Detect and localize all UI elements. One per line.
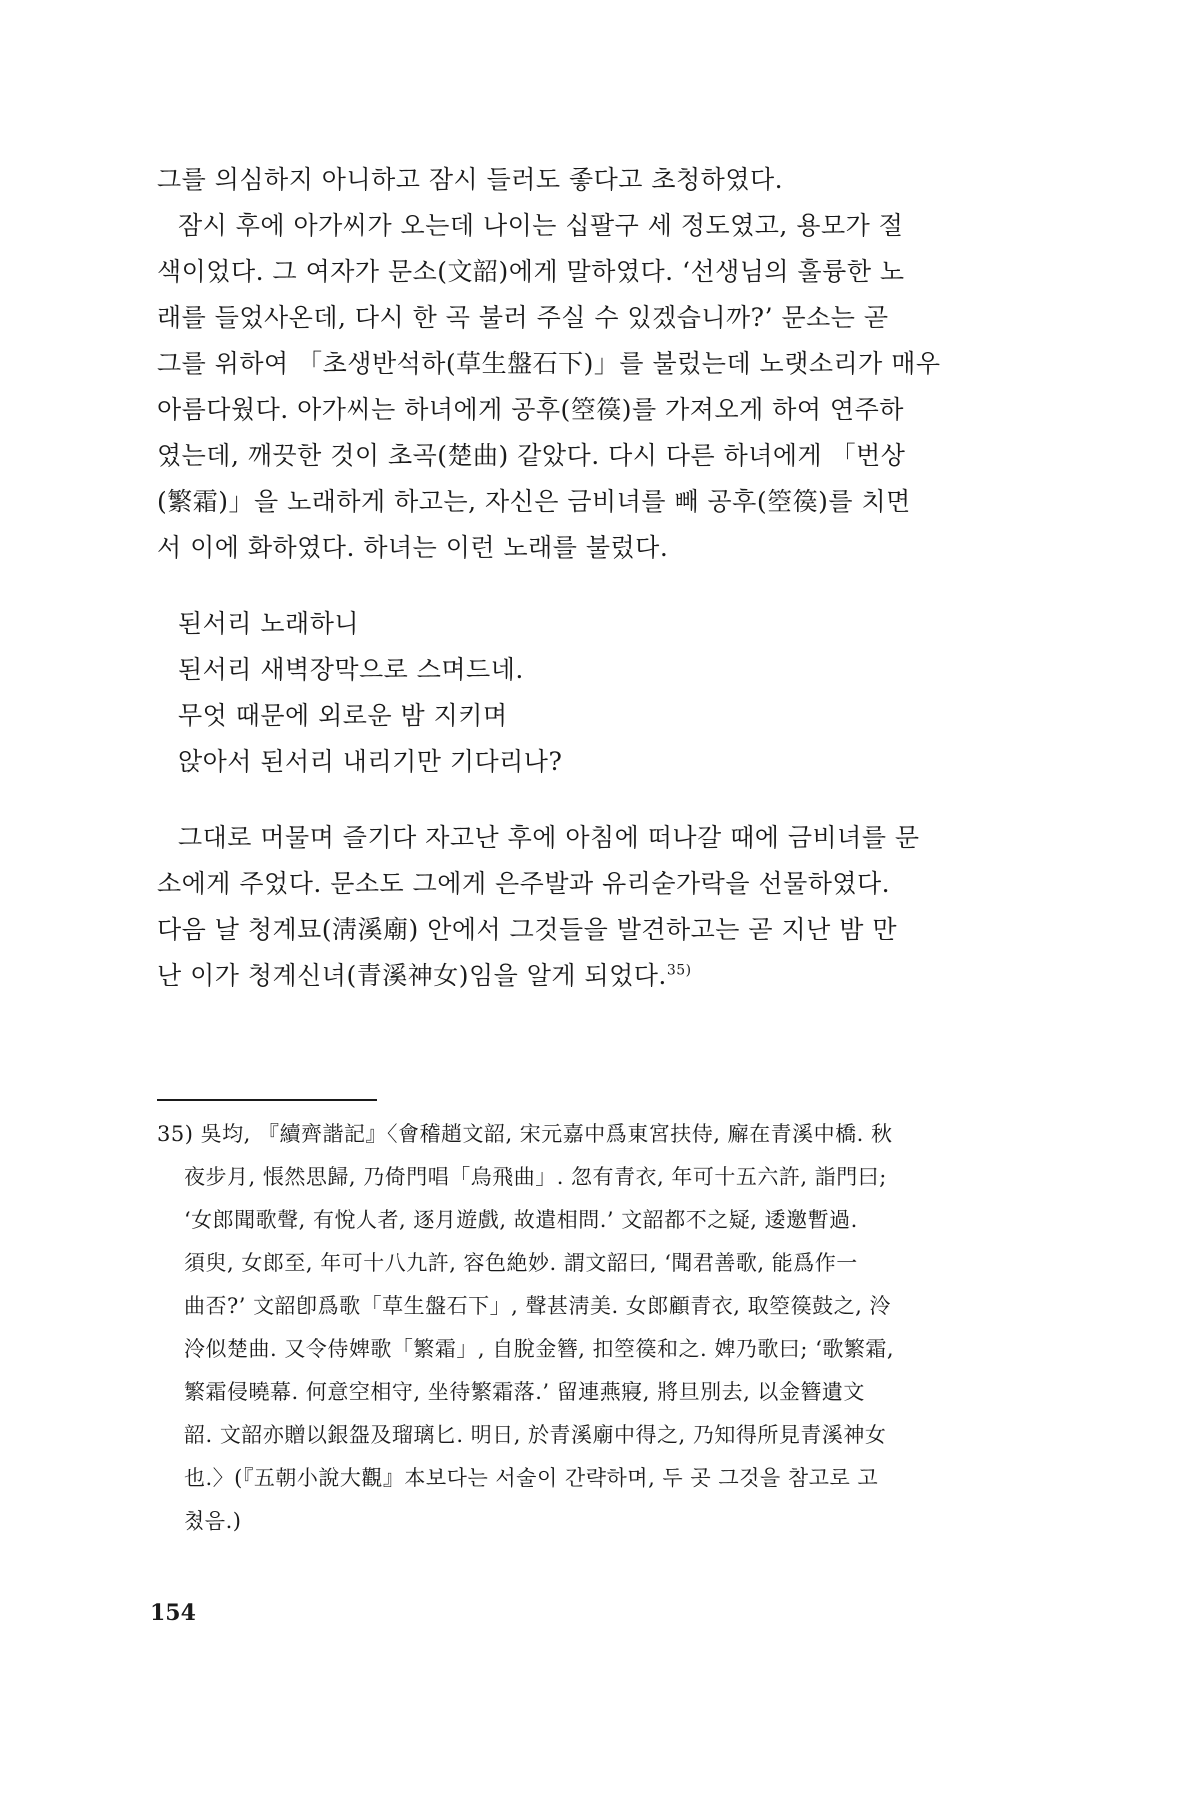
footnote-line: 曲否?’ 文韶卽爲歌「草生盤石下」, 聲甚淸美. 女郎顧青衣, 取箜篌鼓之, 泠 xyxy=(184,1294,892,1318)
body-line: 아름다웠다. 아가씨는 하녀에게 공후(箜篌)를 가져오게 하여 연주하 xyxy=(157,395,904,424)
body-line: 그를 의심하지 아니하고 잠시 들러도 좋다고 초청하였다. xyxy=(157,165,784,194)
body-line: 서 이에 화하였다. 하녀는 이런 노래를 불렀다. xyxy=(157,533,669,562)
footnote-separator xyxy=(157,1099,377,1101)
footnote-line: 쳤음.) xyxy=(184,1509,242,1533)
footnote-line: 泠似楚曲. 又令侍婢歌「繁霜」, 自脫金簪, 扣箜篌和之. 婢乃歌曰; ‘歌繁霜, xyxy=(184,1337,895,1361)
body-line-text: 난 이가 청계신녀(青溪神女)임을 알게 되었다. xyxy=(157,961,667,990)
footnote-line: ‘女郎聞歌聲, 有悅人者, 逐月遊戲, 故遣相問.’ 文韶都不之疑, 逶邀暫過. xyxy=(184,1208,858,1232)
page-number: 154 xyxy=(150,1600,196,1626)
body-line: 그를 위하여 「초생반석하(草生盤石下)」를 불렀는데 노랫소리가 매우 xyxy=(157,349,941,378)
footnote-line: 韶. 文韶亦贈以銀盌及瑠璃匕. 明日, 於青溪廟中得之, 乃知得所見青溪神女 xyxy=(184,1423,887,1447)
footnote-line: 35) 吳均, 『續齊諧記』〈會稽趙文韶, 宋元嘉中爲東宮扶侍, 廨在青溪中橋. 秋 xyxy=(157,1122,893,1146)
footnote-line: 也.〉(『五朝小說大觀』本보다는 서술이 간략하며, 두 곳 그것을 참고로 고 xyxy=(184,1466,879,1490)
poem-line: 된서리 노래하니 xyxy=(178,609,359,638)
body-line: 잠시 후에 아가씨가 오는데 나이는 십팔구 세 정도였고, 용모가 절 xyxy=(178,211,904,240)
footnote-line: 繁霜侵曉幕. 何意空相守, 坐待繁霜落.’ 留連燕寢, 將旦別去, 以金簪遺文 xyxy=(184,1380,865,1404)
poem-line: 앉아서 된서리 내리기만 기다리나? xyxy=(178,747,563,776)
body-line: 색이었다. 그 여자가 문소(文韶)에게 말하였다. ‘선생님의 훌륭한 노 xyxy=(157,257,905,286)
body-line-with-footnote-ref xyxy=(157,956,692,992)
body-line: (繁霜)」을 노래하게 하고는, 자신은 금비녀를 빼 공후(箜篌)를 치면 xyxy=(157,487,911,516)
poem-line: 무엇 때문에 외로운 밤 지키며 xyxy=(178,701,508,730)
footnote-line: 夜步月, 悵然思歸, 乃倚門唱「烏飛曲」. 忽有青衣, 年可十五六許, 詣門曰; xyxy=(184,1165,887,1189)
body-line: 소에게 주었다. 문소도 그에게 은주발과 유리숟가락을 선물하였다. xyxy=(157,869,891,898)
body-line: 였는데, 깨끗한 것이 초곡(楚曲) 같았다. 다시 다른 하녀에게 「번상 xyxy=(157,441,906,470)
body-line: 다음 날 청계묘(淸溪廟) 안에서 그것들을 발견하고는 곧 지난 밤 만 xyxy=(157,915,897,944)
footnote-reference[interactable]: 35) xyxy=(666,962,692,979)
body-line: 래를 들었사온데, 다시 한 곡 불러 주실 수 있겠습니까?’ 문소는 곧 xyxy=(157,303,889,332)
body-line: 그대로 머물며 즐기다 자고난 후에 아침에 떠나갈 때에 금비녀를 문 xyxy=(178,823,920,852)
poem-line: 된서리 새벽장막으로 스며드네. xyxy=(178,655,524,684)
footnote-line: 須臾, 女郎至, 年可十八九許, 容色絶妙. 謂文韶曰, ‘聞君善歌, 能爲作一 xyxy=(184,1251,858,1275)
